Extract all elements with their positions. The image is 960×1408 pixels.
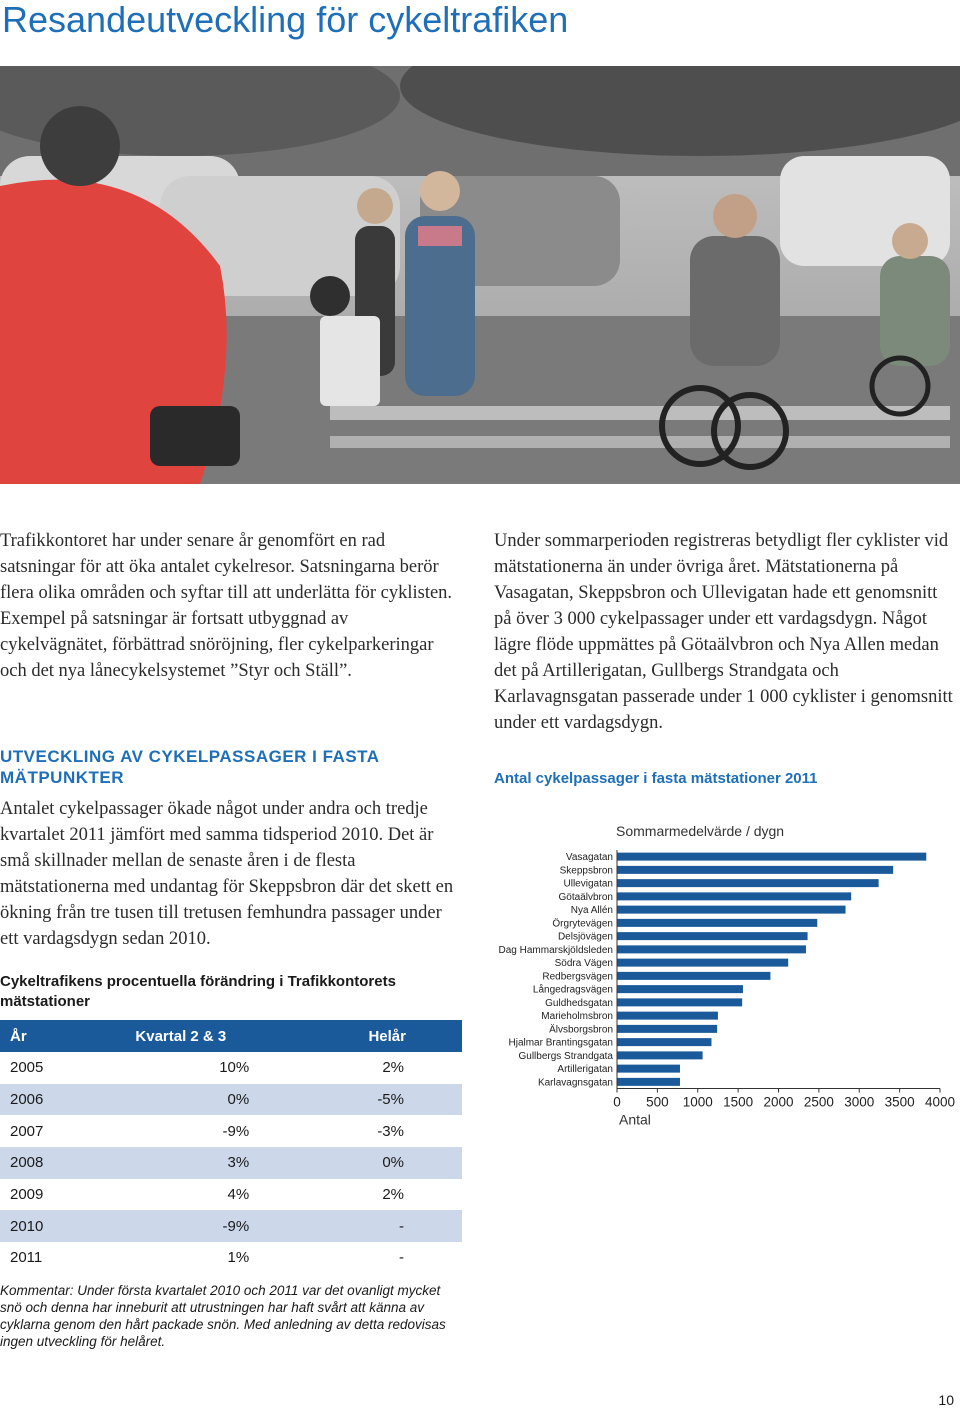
category-label: Södra Vägen [554, 958, 613, 970]
cell-quarter: 1% [227, 1249, 250, 1267]
bar-1 [617, 853, 926, 861]
cell-year-total: 2% [382, 1059, 404, 1077]
cell-quarter: 10% [219, 1059, 250, 1077]
cell-year: 2011 [10, 1249, 43, 1267]
bar-15 [617, 1038, 711, 1046]
cell-quarter: 0% [102, 1084, 259, 1116]
cell-year: 2010 [0, 1210, 102, 1242]
table-row [0, 1242, 462, 1274]
bar-13 [617, 1012, 718, 1020]
x-tick-label: 500 [646, 1094, 669, 1110]
table-header-row [0, 1020, 462, 1052]
category-label: Marieholmsbron [541, 1011, 613, 1023]
bars-group [617, 853, 926, 1086]
category-label: Dag Hammarskjöldsleden [498, 944, 613, 956]
category-label: Vasagatan [565, 852, 613, 864]
x-axis-label: Antal [619, 1111, 651, 1128]
bar-chart-svg [480, 812, 958, 1142]
cell-quarter: -9% [222, 1122, 250, 1140]
right-paragraph: Under sommarperioden registreras betydligt fler cyklister vid mätstationerna än under övriga året. Mätstationerna på Vasagatan, Skeppsbron och Ullevigatan hade ett genomsnitt på över 3 000 cykelpassager under ett vardagsdygn. Något lägre flöde uppmättes på Götaälvbron och Nya Allen medan det på Artillerigatan, Gullbergs Strandgata och Karlavagnsgatan passerade under 1 000 cyklister i genomsnitt under ett vardagsdygn. [494, 531, 953, 733]
category-label: Redbergsvägen [542, 971, 613, 983]
chart-legend: Sommarmedelvärde / dygn [616, 823, 785, 839]
table-comment: Kommentar: Under första kvartalet 2010 och 2011 var det ovanligt mycket snö och denna har inneburit att utrustningen har haft svårt att känna av cyklarna genom den hårt packade snön. Med anledning av detta redovisas ingen utveckling för helåret. [0, 1283, 446, 1349]
cell-year-total: -5% [259, 1084, 462, 1116]
cell-year: 2006 [0, 1084, 102, 1116]
cell-year: 2009 [10, 1186, 44, 1204]
page-number: 10 [938, 1392, 954, 1408]
header-year: År [0, 1020, 102, 1052]
category-label: Delsjövägen [557, 931, 613, 943]
section-paragraph: Antalet cykelpassager ökade något under andra och tredje kvartalet 2011 jämfört med samma tidsperiod 2010. Det är små skillnader mellan de senaste åren i de flesta mätstationerna med undantag för Skeppsbron där det skett en ökning från tre tusen till tretusen femhundra passager under ett vardagsdygn sedan 2010. [0, 799, 454, 949]
change-table [0, 1020, 462, 1274]
table-row [0, 1052, 462, 1084]
bar-7 [617, 932, 808, 940]
page-title: Resandeutveckling för cykeltrafiken [2, 0, 569, 40]
category-label: Nya Allén [570, 905, 613, 917]
category-label: Guldhedsgatan [545, 997, 613, 1009]
bar-11 [617, 985, 743, 993]
bar-chart [480, 812, 958, 1147]
x-tick-label: 1500 [723, 1094, 754, 1110]
bar-14 [617, 1025, 717, 1033]
intro-paragraph: Trafikkontoret har under senare år genomfört en rad satsningar för att öka antalet cykelresor. Satsningarna berör flera olika områden och syftar till att underlätta för cyklisten. Exempel på satsningar är fortsatt utbyggnad av cykelvägnätet, förbättrad snöröjning, fler cykelparkeringar och det nya lånecykelsystemet ”Styr och Ställ”. [0, 531, 453, 681]
bar-12 [617, 998, 742, 1006]
category-label: Götaälvbron [558, 891, 613, 903]
table-title: Cykeltrafikens procentuella förändring i Trafikkontorets mätstationer [0, 973, 396, 1010]
category-label: Långedragsvägen [532, 984, 613, 996]
bar-5 [617, 906, 846, 914]
tick-labels [613, 1089, 955, 1110]
cell-year-total: 0% [259, 1147, 462, 1179]
table-row [0, 1179, 462, 1211]
bar-8 [617, 945, 806, 953]
bar-18 [617, 1078, 680, 1086]
header-quarter: Kvartal 2 & 3 [102, 1020, 259, 1052]
bar-4 [617, 892, 851, 900]
table-row [0, 1147, 462, 1179]
category-label: Gullbergs Strandgata [518, 1050, 613, 1062]
header-year-total: Helår [259, 1020, 462, 1052]
table-row [0, 1115, 462, 1147]
cell-quarter: 3% [102, 1147, 259, 1179]
cell-quarter: 4% [227, 1186, 250, 1204]
cell-year: 2008 [0, 1147, 102, 1179]
bar-9 [617, 959, 788, 967]
category-label: Örgrytevägen [552, 918, 613, 930]
table-row [0, 1084, 462, 1116]
category-label: Skeppsbron [559, 865, 613, 877]
category-labels [499, 852, 614, 1088]
table-row [0, 1210, 462, 1242]
bar-2 [617, 866, 893, 874]
section-heading: UTVECKLING AV CYKELPASSAGER I FASTA MÄTPUNKTER [0, 747, 379, 787]
bar-10 [617, 972, 770, 980]
category-label: Älvsborgsbron [549, 1024, 613, 1036]
cell-quarter: -9% [102, 1210, 259, 1242]
x-tick-label: 1000 [682, 1094, 713, 1110]
bar-3 [617, 879, 879, 887]
x-tick-label: 4000 [924, 1094, 956, 1110]
category-label: Ullevigatan [563, 878, 613, 890]
category-label: Karlavagnsgatan [537, 1077, 613, 1089]
cell-year: 2007 [10, 1122, 44, 1140]
bar-17 [617, 1065, 680, 1073]
category-label: Hjalmar Brantingsgatan [508, 1037, 613, 1049]
category-label: Artillerigatan [557, 1064, 613, 1076]
cell-year-total: -3% [377, 1122, 404, 1140]
cell-year: 2005 [10, 1059, 44, 1077]
chart-title: Antal cykelpassager i fasta mätstationer 2011 [494, 770, 818, 787]
cell-year-total: 2% [382, 1186, 404, 1204]
x-tick-label: 3000 [844, 1094, 875, 1110]
x-tick-label: 2500 [803, 1094, 834, 1110]
cell-year-total: - [259, 1210, 462, 1242]
street-photo [0, 66, 960, 484]
x-tick-label: 3500 [884, 1094, 915, 1110]
bar-16 [617, 1051, 703, 1059]
bar-6 [617, 919, 817, 927]
cell-year-total: - [399, 1249, 404, 1267]
x-tick-label: 0 [613, 1094, 621, 1110]
x-tick-label: 2000 [763, 1094, 794, 1110]
